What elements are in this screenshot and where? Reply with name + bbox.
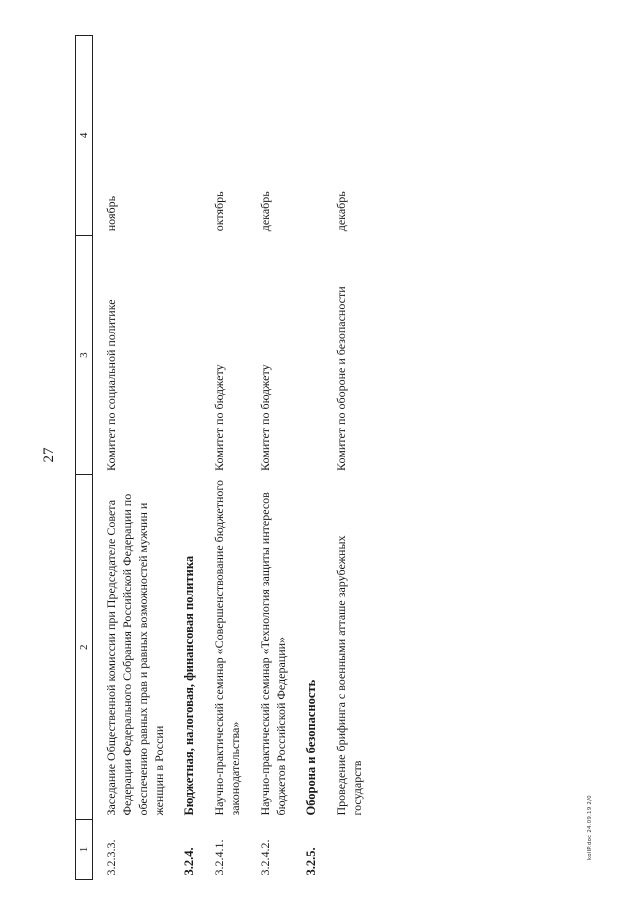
section-row [293,36,323,880]
column-header: 4 [76,36,93,236]
item-number: 3.2.4.2. [258,839,272,876]
item-number: 3.2.4.1. [212,839,226,876]
column-header: 2 [76,475,93,820]
item-number: 3.2.3.3. [104,839,118,876]
item-responsible: Комитет по бюджету [212,364,226,471]
item-number [323,820,369,880]
item-event: Проведение брифинга с военными атташе зарубежных государств [334,535,364,816]
item-event: Научно-практический семинар «Технология защиты интересов бюджетов Российской Федерации» [258,492,288,816]
page-number: 27 [41,447,57,463]
column-header: 1 [76,820,93,880]
item-responsible: Комитет по обороне и безопасности [334,286,348,471]
section-row [171,36,201,880]
item-responsible [293,235,323,475]
section-title: Оборона и безопасность [304,679,318,816]
table-row [323,36,369,880]
item-month: декабрь [334,191,348,232]
table-row [201,36,247,880]
item-responsible [171,235,201,475]
plan-table [75,35,369,880]
item-event: Заседание Общественной комиссии при Председателе Совета Федерации Федерального Собрания Российской Федерации по обеспечению равных прав и равных возможностей мужчин и женщин в России [104,493,166,816]
rotated-content [35,30,605,880]
section-number: 3.2.5. [304,847,318,876]
table-header-row [76,36,93,880]
table-row [247,36,293,880]
item-month [171,36,201,236]
file-code: kolIP.doc 24.09.19 2/0 [587,795,593,860]
column-header: 3 [76,235,93,475]
item-event: Научно-практический семинар «Совершенствование бюджетного законодательства» [212,480,242,816]
item-responsible: Комитет по социальной политике [104,299,118,471]
table-row [93,36,172,880]
section-number: 3.2.4. [182,847,196,876]
item-month [293,36,323,236]
item-responsible: Комитет по бюджету [258,364,272,471]
item-month: ноябрь [104,195,118,232]
item-month: октябрь [212,191,226,232]
section-title: Бюджетная, налоговая, финансовая политика [182,555,196,816]
item-month: декабрь [258,191,272,232]
